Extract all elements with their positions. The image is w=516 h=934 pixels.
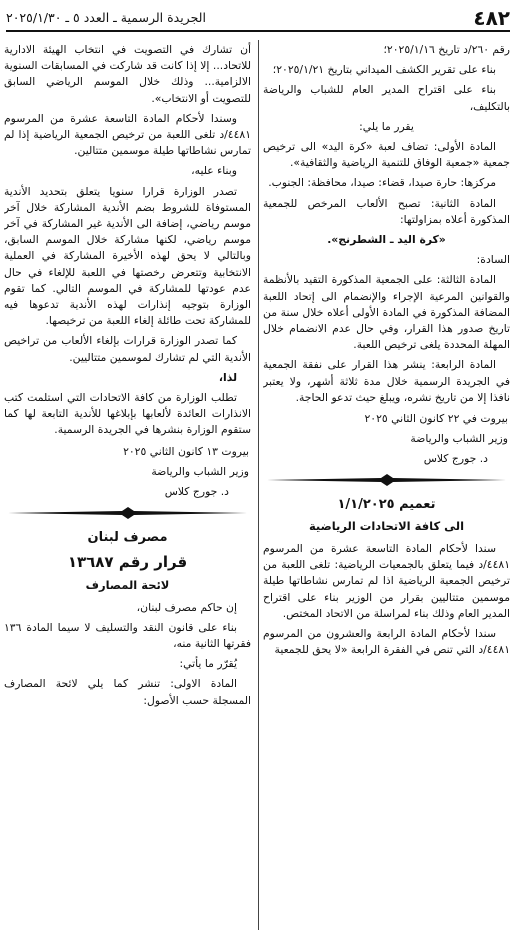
journal-issue-line: الجريدة الرسمية ـ العدد ٥ ـ ٢٠٢٥/١/٣٠: [6, 10, 206, 25]
reference-paragraph: رقم ٢٦٠/د تاريخ ٢٠٢٥/١/١٦؛: [383, 43, 510, 56]
inspection-paragraph: بناء على تقرير الكشف الميداني بتاريخ ٢٠٢٥/١/٢١؛: [272, 63, 496, 77]
date-line: بيروت ١٣ كانون الثاني ٢٠٢٥: [123, 444, 249, 458]
circular-paragraph: سندا لأحكام المادة الرابعة والعشرون من المرسوم ٤٤٨١/د التي تنص في الفقرة الرابعة «لا يحق للجمعية: [263, 627, 510, 657]
article-nineteen-paragraph: وسندا لأحكام المادة التاسعة عشرة من المرسوم ٤٤٨١/د تلغى اللعبة من ترخيص الجمعية الرياضية إذا لم تمارس نشاطاتها طيلة موسمين متتالين.: [4, 111, 251, 158]
section-divider-ornament: [4, 506, 251, 520]
left-column: [4, 42, 251, 930]
proposal-paragraph: بناء على اقتراح المدير العام للشباب والرياضة بالتكليف،: [263, 83, 510, 113]
article-three: المادة الثالثة: على الجمعية المذكورة التقيد بالأنظمة والقوانين المرعية الإجراء والإنضمام الى إتحاد اللعبة المضافة المذكورة في المادة الأولى أعلاه خلال سنة من تاريخ صدور هذا القرار، وفي حال عدم الانضمام خلال المهلة المحددة يلغى ترخيص اللعبة.: [263, 273, 510, 352]
therefore-line: لذا،: [218, 370, 237, 384]
location-paragraph: مركزها: حارة صيدا، قضاء: صيدا، محافظة: الجنوب.: [268, 176, 496, 190]
request-paragraph: تطلب الوزارة من كافة الاتحادات التي استلمت كتب الانذارات العائدة لألعابها بإبلاغها للأندية التابعة لها كما ستقوم الوزارة بنشرها في الجريدة الرسمية.: [4, 391, 251, 437]
page-number: ٤٨٢: [473, 6, 510, 30]
sirs-line: السادة:: [476, 253, 510, 267]
page-header: [6, 6, 510, 32]
section-divider-ornament: [263, 473, 510, 487]
column-divider: [258, 40, 259, 930]
decision-subtitle: لائحة المصارف: [85, 577, 170, 592]
minister-title: وزير الشباب والرياضة: [151, 464, 249, 478]
circular-paragraph: سندا لأحكام المادة التاسعة عشرة من المرسوم ٤٤٨١/د فيما يتعلق بالجمعيات الرياضية: تلغى اللعبة من ترخيص الجمعية الرياضية اذا لم تمارس نشاطاتها طيلة موسمين متتاليين بقرار من الوزير بناء على اقتراح المدير العام وذلك بناء لمراسلة من الاتحاد المختص.: [263, 542, 510, 620]
decides-line: يقرر ما يلي:: [359, 119, 414, 133]
bank-title: مصرف لبنان: [87, 529, 168, 545]
article-four: المادة الرابعة: ينشر هذا القرار على نفقة الجمعية في الجريدة الرسمية خلال مدة ثلاثة أشهر، ولا يعتبر نافذا إلا من تاريخ نشره، ويبلغ حيث تدعو الحاجة.: [263, 358, 510, 404]
circular-subtitle: الى كافة الاتحادات الرياضية: [308, 519, 465, 534]
article-two: المادة الثانية: تصبح الألعاب المرخص للجمعية المذكورة أعلاه بمزاولتها:: [263, 196, 510, 226]
ministry-decision-paragraph: تصدر الوزارة قرارا سنويا يتعلق بتحديد الأندية المستوفاة للشروط بضم الأندية المشاركة خلال آخر موسم رياضي، إضافة الى الأندية غير المشاركة في آخر موسم رياضي، لكنها مشاركة خلال الموسم السابق، وبالتالي لا يحق لهذه الأخيرة المشاركة في العملية الانتخابية وتتعرض رخصتها في اللعبة للإلغاء في حال عدم عودتها للمشاركة في الموسم التالي. كما تقوم الوزارة بتوجيه إنذارات لهذه الأندية تدعوها فيه للمشاركة تحت طائلة إلغاء اللعبة من ترخيصها.: [4, 184, 251, 328]
circular-title: تعميم ١/١/٢٠٢٥: [337, 497, 436, 513]
article-one: المادة الأولى: تضاف لعبة «كرة اليد» الى ترخيص جمعية «جمعية الوفاق للتنمية الرياضية والثقافية».: [263, 140, 510, 170]
governor-line: إن حاكم مصرف لبنان،: [136, 600, 237, 614]
games-list: «كرة اليد ـ الشطرنج».: [327, 233, 446, 247]
cancellation-paragraph: كما تصدر الوزارة قرارات بإلغاء الألعاب من تراخيص الأندية التي لم تشارك لموسمين متتاليين.: [4, 334, 251, 364]
right-column: [263, 42, 510, 930]
bank-article-one: المادة الاولى: تنشر كما يلي لائحة المصارف المسجلة حسب الأصول:: [4, 677, 251, 707]
decides-line: يُقرّر ما يأتي:: [179, 657, 237, 671]
legal-basis-paragraph: بناء على قانون النقد والتسليف لا سيما المادة ١٣٦ فقرتها الثانية منه،: [4, 620, 251, 651]
date-line: بيروت في ٢٢ كانون الثاني ٢٠٢٥: [364, 412, 508, 426]
minister-title: وزير الشباب والرياضة: [410, 432, 508, 446]
continued-paragraph: أن تشارك في التصويت في انتخاب الهيئة الادارية للاتحاد... إلا إذا كانت قد شاركت في المسابقات السنوية الالزامية... وذلك خلال الموسم الرياضي السابق للتصويت أو الانتخاب».: [4, 43, 251, 105]
decision-number-title: قرار رقم ١٣٦٨٧: [67, 552, 188, 571]
minister-signature: د. جورج كلاس: [423, 452, 488, 466]
based-on-line: وبناء عليه،: [191, 164, 237, 178]
minister-signature: د. جورج كلاس: [164, 484, 229, 498]
